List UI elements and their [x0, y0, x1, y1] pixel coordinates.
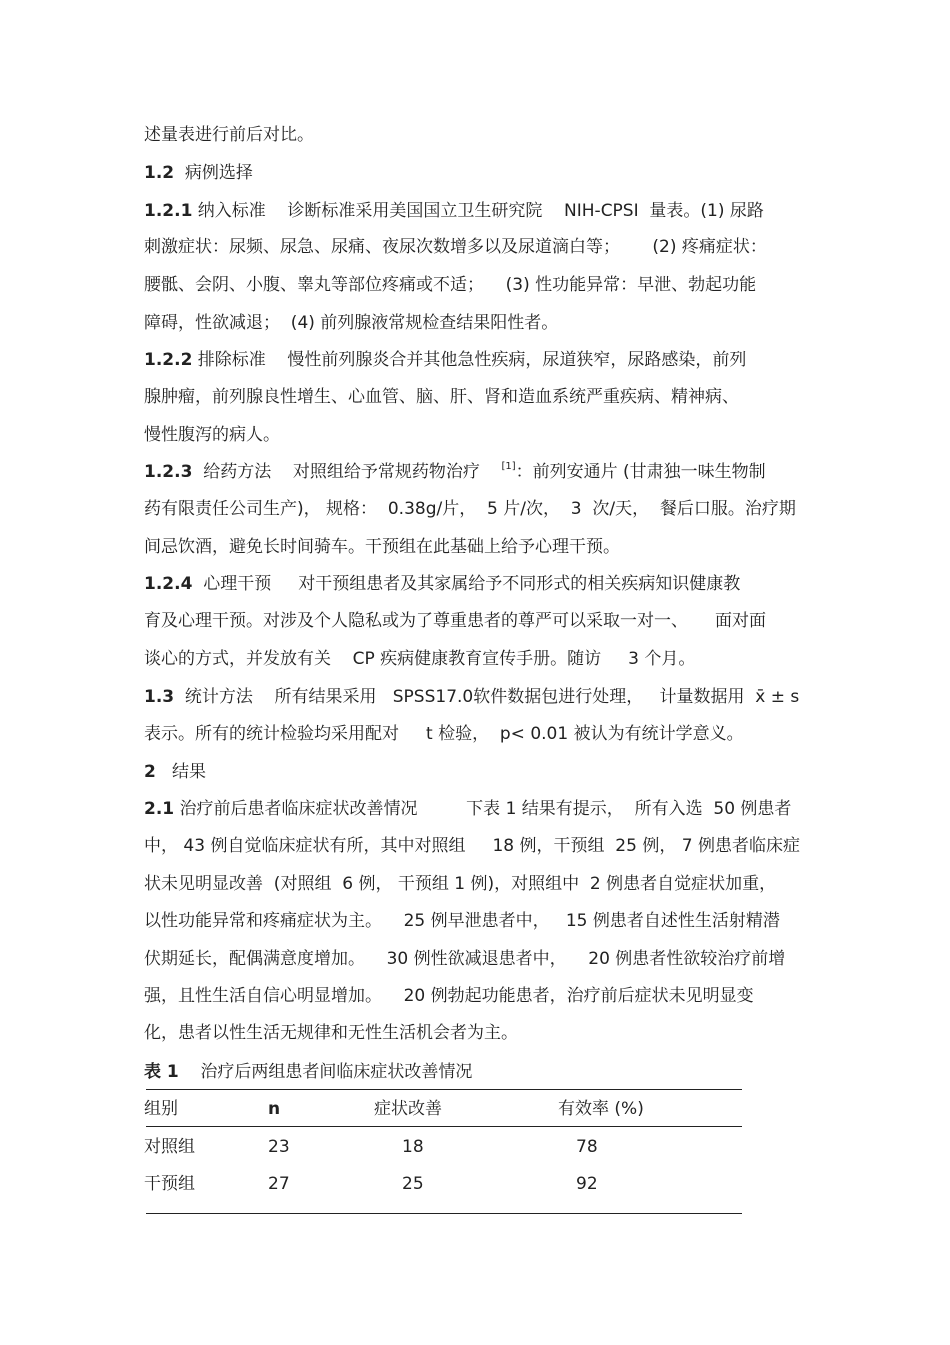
table-cell: 对照组: [144, 1137, 195, 1157]
table-header-efficacy: 有效率 (%): [558, 1099, 644, 1119]
paragraph-line: 强，且性生活自信心明显增加。 20 例勃起功能患者，治疗前后症状未见明显变: [144, 986, 754, 1006]
paragraph-line: 化，患者以性生活无规律和无性生活机会者为主。: [144, 1023, 518, 1043]
table-bottom-rule: [146, 1213, 742, 1214]
table-header-rule: [146, 1126, 742, 1127]
paragraph-line: 1.3 统计方法 所有结果采用 SPSS17.0软件数据包进行处理， 计量数据用 x̄ ± s: [144, 687, 800, 707]
paragraph-line: 状未见明显改善 (对照组 6 例， 干预组 1 例)，对照组中 2 例患者自觉症状加重，: [144, 874, 777, 894]
paragraph-line: 谈心的方式，并发放有关 CP 疾病健康教育宣传手册。随访 3 个月。: [144, 649, 696, 669]
table-header-improvement: 症状改善: [374, 1099, 442, 1119]
table-cell: 78: [576, 1137, 598, 1157]
paragraph-line: 2.1 治疗前后患者临床症状改善情况 下表 1 结果有提示， 所有入选 50 例患者: [144, 799, 792, 819]
table-cell: 23: [268, 1137, 290, 1157]
paragraph-line: 述量表进行前后对比。: [144, 125, 314, 145]
table-header-group: 组别: [144, 1099, 178, 1119]
paragraph-line: 腰骶、会阴、小腹、睾丸等部位疼痛或不适； (3) 性功能异常：早泄、勃起功能: [144, 275, 757, 295]
paragraph-line: 障碍，性欲减退； (4) 前列腺液常规检查结果阳性者。: [144, 313, 559, 333]
paragraph-line: 以性功能异常和疼痛症状为主。 25 例早泄患者中， 15 例患者自述性生活射精潜: [144, 911, 780, 931]
paragraph-line: 慢性腹泻的病人。: [144, 425, 280, 445]
table-cell: 干预组: [144, 1174, 195, 1194]
table-cell: 92: [576, 1174, 598, 1194]
paragraph-line: 1.2.4 心理干预 对干预组患者及其家属给予不同形式的相关疾病知识健康教: [144, 574, 741, 594]
table-cell: 25: [402, 1174, 424, 1194]
section-heading: 1.2 病例选择: [144, 163, 253, 183]
table-header-n: n: [268, 1099, 281, 1119]
paragraph-line: 刺激症状：尿频、尿急、尿痛、夜尿次数增多以及尿道滴白等； (2) 疼痛症状：: [144, 237, 767, 257]
table-top-rule: [146, 1089, 742, 1090]
paragraph-line: 间忌饮酒，避免长时间骑车。干预组在此基础上给予心理干预。: [144, 537, 620, 557]
paragraph-line: 育及心理干预。对涉及个人隐私或为了尊重患者的尊严可以采取一对一、 面对面: [144, 611, 767, 631]
paragraph-line: 中， 43 例自觉临床症状有所，其中对照组 18 例，干预组 25 例， 7 例患者临床症: [144, 836, 800, 856]
paragraph-line: 1.2.3 给药方法 对照组给予常规药物治疗 [1]：前列安通片 (甘肃独一味生物制: [144, 461, 766, 482]
paragraph-line: 1.2.1 纳入标准 诊断标准采用美国国立卫生研究院 NIH-CPSI 量表。(1) 尿路: [144, 201, 764, 221]
paragraph-line: 1.2.2 排除标准 慢性前列腺炎合并其他急性疾病，尿道狭窄，尿路感染，前列: [144, 350, 747, 370]
table-caption: 表 1 治疗后两组患者间临床症状改善情况: [144, 1062, 473, 1082]
paragraph-line: 表示。所有的统计检验均采用配对 t 检验， p< 0.01 被认为有统计学意义。: [144, 724, 744, 744]
table-cell: 27: [268, 1174, 290, 1194]
section-heading: 2 结果: [144, 762, 207, 782]
citation-ref: [1]: [501, 461, 516, 472]
paragraph-line: 腺肿瘤，前列腺良性增生、心血管、脑、肝、肾和造血系统严重疾病、精神病、: [144, 387, 739, 407]
paragraph-line: 伏期延长，配偶满意度增加。 30 例性欲减退患者中， 20 例患者性欲较治疗前增: [144, 949, 786, 969]
paragraph-line: 药有限责任公司生产)， 规格： 0.38g/片， 5 片/次， 3 次/天， 餐后口服。治疗期: [144, 499, 796, 519]
table-cell: 18: [402, 1137, 424, 1157]
